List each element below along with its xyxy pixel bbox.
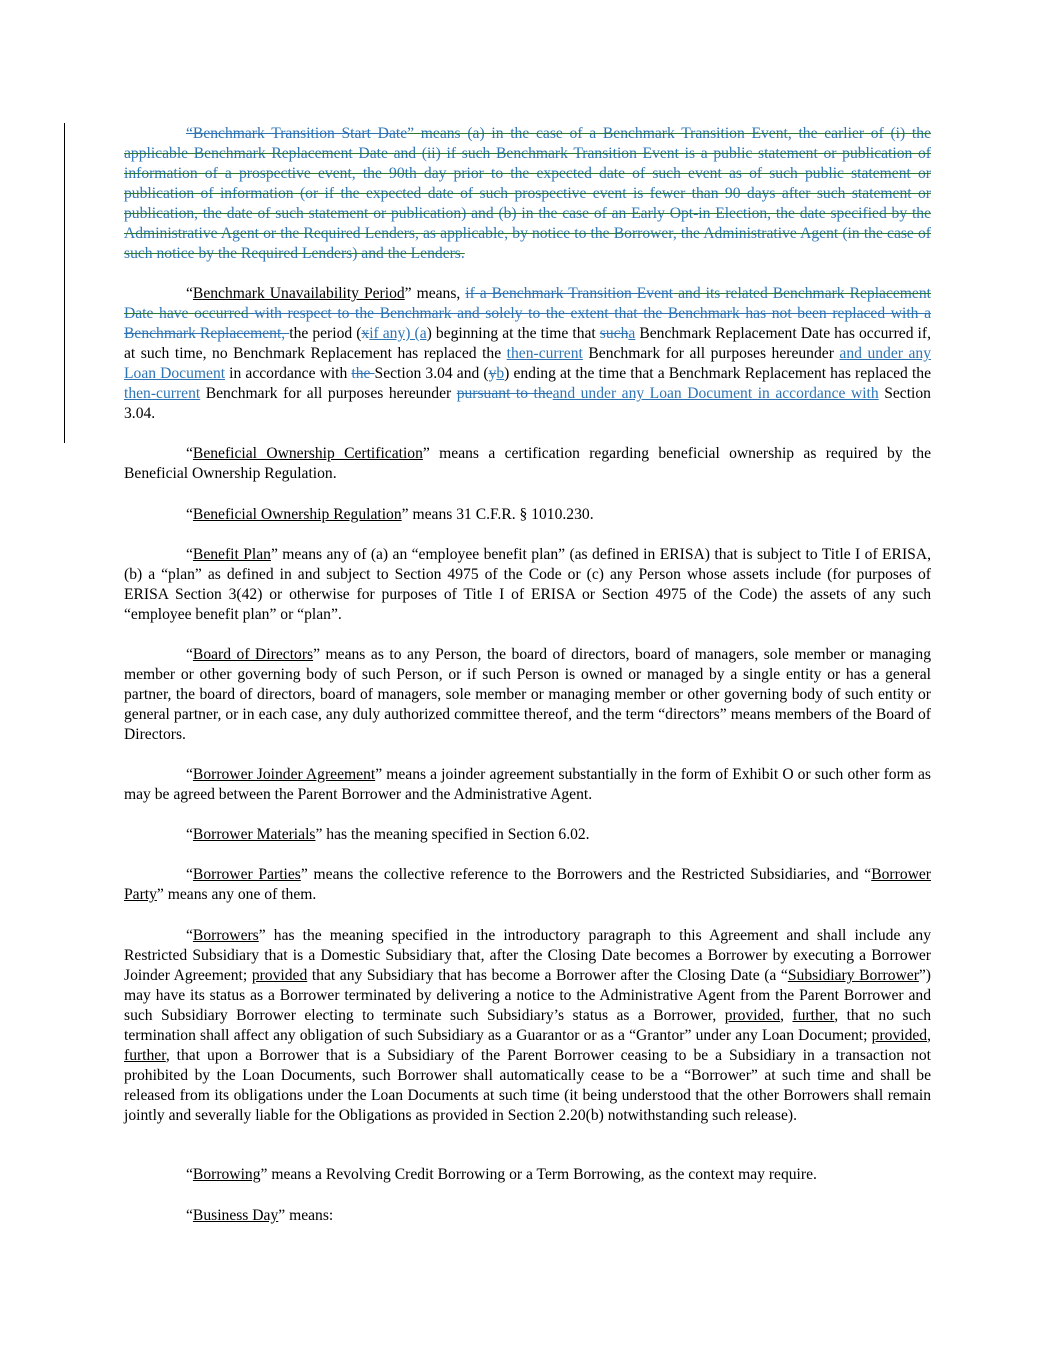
defined-term: Borrower Materials [192,826,316,843]
definition-borrowers: “Borrowers” has the meaning specified in the introductory paragraph to this Agreement and shall include any Restricted Subsidiary that is a Domestic Subsidiary that, after the Closing Date becomes a Borrower by executing a Borrower Joinder Agreement; provided that any Subsidiary that has become a Borrower after the Closing Date (a “Subsidiary Borrower”) may have its status as a Borrower terminated by delivering a notice to the Administrative Agent from the Parent Borrower and such Subsidiary Borrower electing to terminate such Subsidiary’s status as a Borrower, provided, further, that no such termination shall affect any obligation of such Subsidiary as a Guarantor or as a “Grantor” under any Loan Document; provided, further, that upon a Borrower that is a Subsidiary of the Parent Borrower ceasing to be a Subsidiary in a transaction not prohibited by the Loan Documents, such Borrower shall automatically cease to be a “Borrower” at such time and shall be released from its obligations under the Loan Documents at such time (it being understood that the other Borrowers shall remain jointly and severally liable for the Obligations as provided in Section 2.20(b) notwithstanding such release). [124,927,932,1124]
defined-term: Borrower Parties [192,866,301,883]
defined-term: Business Day [192,1207,279,1224]
defined-term: Benefit Plan [192,546,271,563]
underlined-word: further [124,1047,166,1064]
revision-change-bar [64,123,65,443]
deleted-text: y [488,365,497,382]
definition-board-of-directors: “Board of Directors” means as to any Person, the board of directors, board of managers, sole member or managing member or other governing body of such Person, or if such Person is owned or managed by a single entity or has a general partner, the board of directors, board of managers, sole member or managing member or other governing body of such entity or general partner, or in each case, any duly authorized committee thereof, and the term “directors” means members of the Board of Directors. [124,646,931,743]
defined-term: Borrowers [192,927,259,944]
underlined-word: provided [251,967,308,984]
definition-benchmark-unavailability-period: “Benchmark Unavailability Period” means, if a Benchmark Transition Event and its related Benchmark Replacement Date have occurred with respect to the Benchmark and solely to the extent that the Benchmark has not been replaced with a Benchmark Replacement, the period (xif any) (a) beginning at the time that sucha Benchmark Replacement Date has occurred if, at such time, no Benchmark Replacement has replaced the then-current Benchmark for all purposes hereunder and under any Loan Document in accordance with the Section 3.04 and (yb) ending at the time that a Benchmark Replacement has replaced the then-current Benchmark for all purposes hereunder pursuant to theand under any Loan Document in accordance with Section 3.04. [124,285,931,422]
inserted-text: and under any Loan Document in accordance with [552,385,879,402]
definition-beneficial-ownership-regulation: “Beneficial Ownership Regulation” means 31 C.F.R. § 1010.230. [186,506,594,523]
definition-borrower-materials: “Borrower Materials” has the meaning specified in Section 6.02. [186,826,590,843]
underlined-word: further [792,1007,835,1024]
definition-business-day: “Business Day” means: [186,1207,334,1224]
deleted-text: x [361,325,370,342]
definition-borrower-parties: “Borrower Parties” means the collective reference to the Borrowers and the Restricted Subsidiaries, and “Borrower Party” means any one of them. [124,866,931,903]
definition-benefit-plan: “Benefit Plan” means any of (a) an “employee benefit plan” (as defined in ERISA) that is subject to Title I of ERISA, (b) a “plan” as defined in and subject to Section 4975 of the Code or (c) any Person whose assets include (for purposes of ERISA Section 3(42) or otherwise for purposes of Title I of ERISA or Section 4975 of the Code) the assets of any such “employee benefit plan” or “plan”. [124,546,931,623]
deleted-text: and its related Benchmark Replacement Date have occurred [124,285,931,322]
inserted-text: and under any Loan Document [124,345,931,382]
deleted-text: such [599,325,629,342]
inserted-text: a [628,325,636,342]
deleted-text: “Benchmark Transition Start Date [186,125,408,142]
deleted-text: if a Benchmark Transition Event [465,285,674,302]
inserted-text: b [496,365,505,382]
defined-term: Borrower Party [124,866,931,903]
definition-beneficial-ownership-certification: “Beneficial Ownership Certification” means a certification regarding beneficial ownership as required by the Beneficial Ownership Regulation. [124,445,931,482]
defined-term: Borrowing [192,1166,261,1183]
inserted-text: then-current [506,345,583,362]
deleted-text: the [351,365,375,382]
defined-term: Beneficial Ownership Regulation [192,506,402,523]
inserted-text: if any) (a [369,325,427,342]
defined-term: Board of Directors [192,646,314,663]
definition-benchmark-transition-start-date [124,124,931,264]
definition-borrowing: “Borrowing” means a Revolving Credit Borrowing or a Term Borrowing, as the context may require. [186,1166,817,1183]
deleted-text: pursuant to the [456,385,553,402]
defined-term: Subsidiary Borrower [787,967,919,984]
underlined-word: provided [724,1007,781,1024]
defined-term: Beneficial Ownership Certification [192,445,423,462]
inserted-text: then-current [124,385,201,402]
defined-term: Borrower Joinder Agreement [192,766,376,783]
defined-term: Benchmark Unavailability Period [192,285,405,302]
underlined-word: provided [871,1027,928,1044]
definition-borrower-joinder-agreement: “Borrower Joinder Agreement” means a joinder agreement substantially in the form of Exhibit O or such other form as may be agreed between the Parent Borrower and the Administrative Agent. [124,766,931,803]
deleted-text: with respect to the Benchmark and solely to the extent that the Benchmark has not been replaced with a Benchmark Replacement, [124,305,931,342]
deleted-text: ” means (a) in the case of a Benchmark Transition Event, the earlier of (i) the applicable Benchmark Replacement Date and (ii) if such Benchmark Transition Event is a public statement or publication of information of a prospective event, the 90th day prior to the expected date of such event as of such public statement or publication of information (or if the expected date of such prospective event is fewer than 90 days after such statement or publication, the date of such statement or publication) and (b) in the case of an Early Opt-in Election, the date specified by the Administrative Agent or the Required Lenders, as applicable, by notice to the Borrower, the Administrative Agent (in the case of such notice by the Required Lenders) and the Lenders. [124,125,931,262]
